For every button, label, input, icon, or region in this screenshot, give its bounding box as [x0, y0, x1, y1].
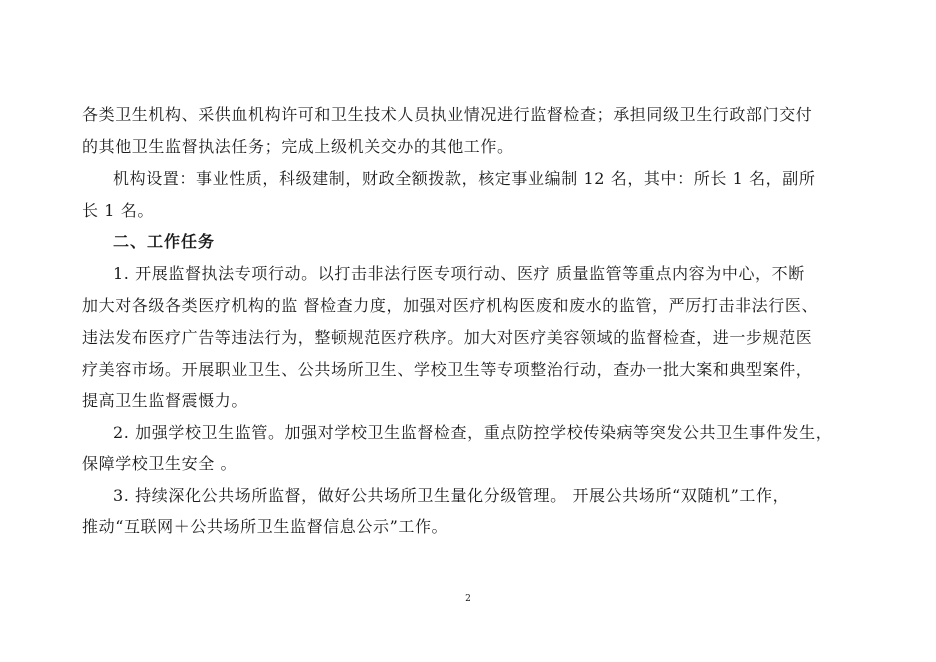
text-line-10: 提高卫生监督震慑力。: [82, 391, 249, 410]
text-line-11: 2. 加强学校卫生监管。加强对学校卫生监督检查，重点防控学校传染病等突发公共卫生事件发生，: [113, 423, 833, 442]
page-number: 2: [465, 594, 471, 604]
text-line-4: 长 1 名。: [82, 201, 154, 220]
text-line-1: 各类卫生机构、采供血机构许可和卫生技术人员执业情况进行监督检查；承担同级卫生行政部门交付: [82, 105, 813, 124]
text-line-12: 保障学校卫生安全 。: [82, 454, 238, 473]
text-line-2: 的其他卫生监督执法任务；完成上级机关交办的其他工作。: [82, 137, 514, 156]
text-line-6: 1. 开展监督执法专项行动。以打击非法行医专项行动、医疗 质量监管等重点内容为中心，不断: [113, 264, 805, 283]
text-line-8: 违法发布医疗广告等违法行为，整顿规范医疗秩序。加大对医疗美容领域的监督检查，进一步规范医: [82, 328, 813, 347]
text-line-14: 推动“互联网＋公共场所卫生监督信息公示”工作。: [82, 517, 449, 536]
section-heading: 二、工作任务: [113, 232, 216, 251]
text-line-3: 机构设置：事业性质，科级建制，财政全额拨款，核定事业编制 12 名，其中：所长 1 名，副所: [113, 169, 816, 188]
text-line-13: 3. 持续深化公共场所监督，做好公共场所卫生量化分级管理。 开展公共场所“双随机”工作，: [113, 486, 790, 505]
text-line-9: 疗美容市场。开展职业卫生、公共场所卫生、学校卫生等专项整治行动，查办一批大案和典型案件，: [82, 360, 813, 379]
text-line-7: 加大对各级各类医疗机构的监 督检查力度，加强对医疗机构医废和废水的监管，严厉打击非法行医、: [82, 296, 819, 315]
